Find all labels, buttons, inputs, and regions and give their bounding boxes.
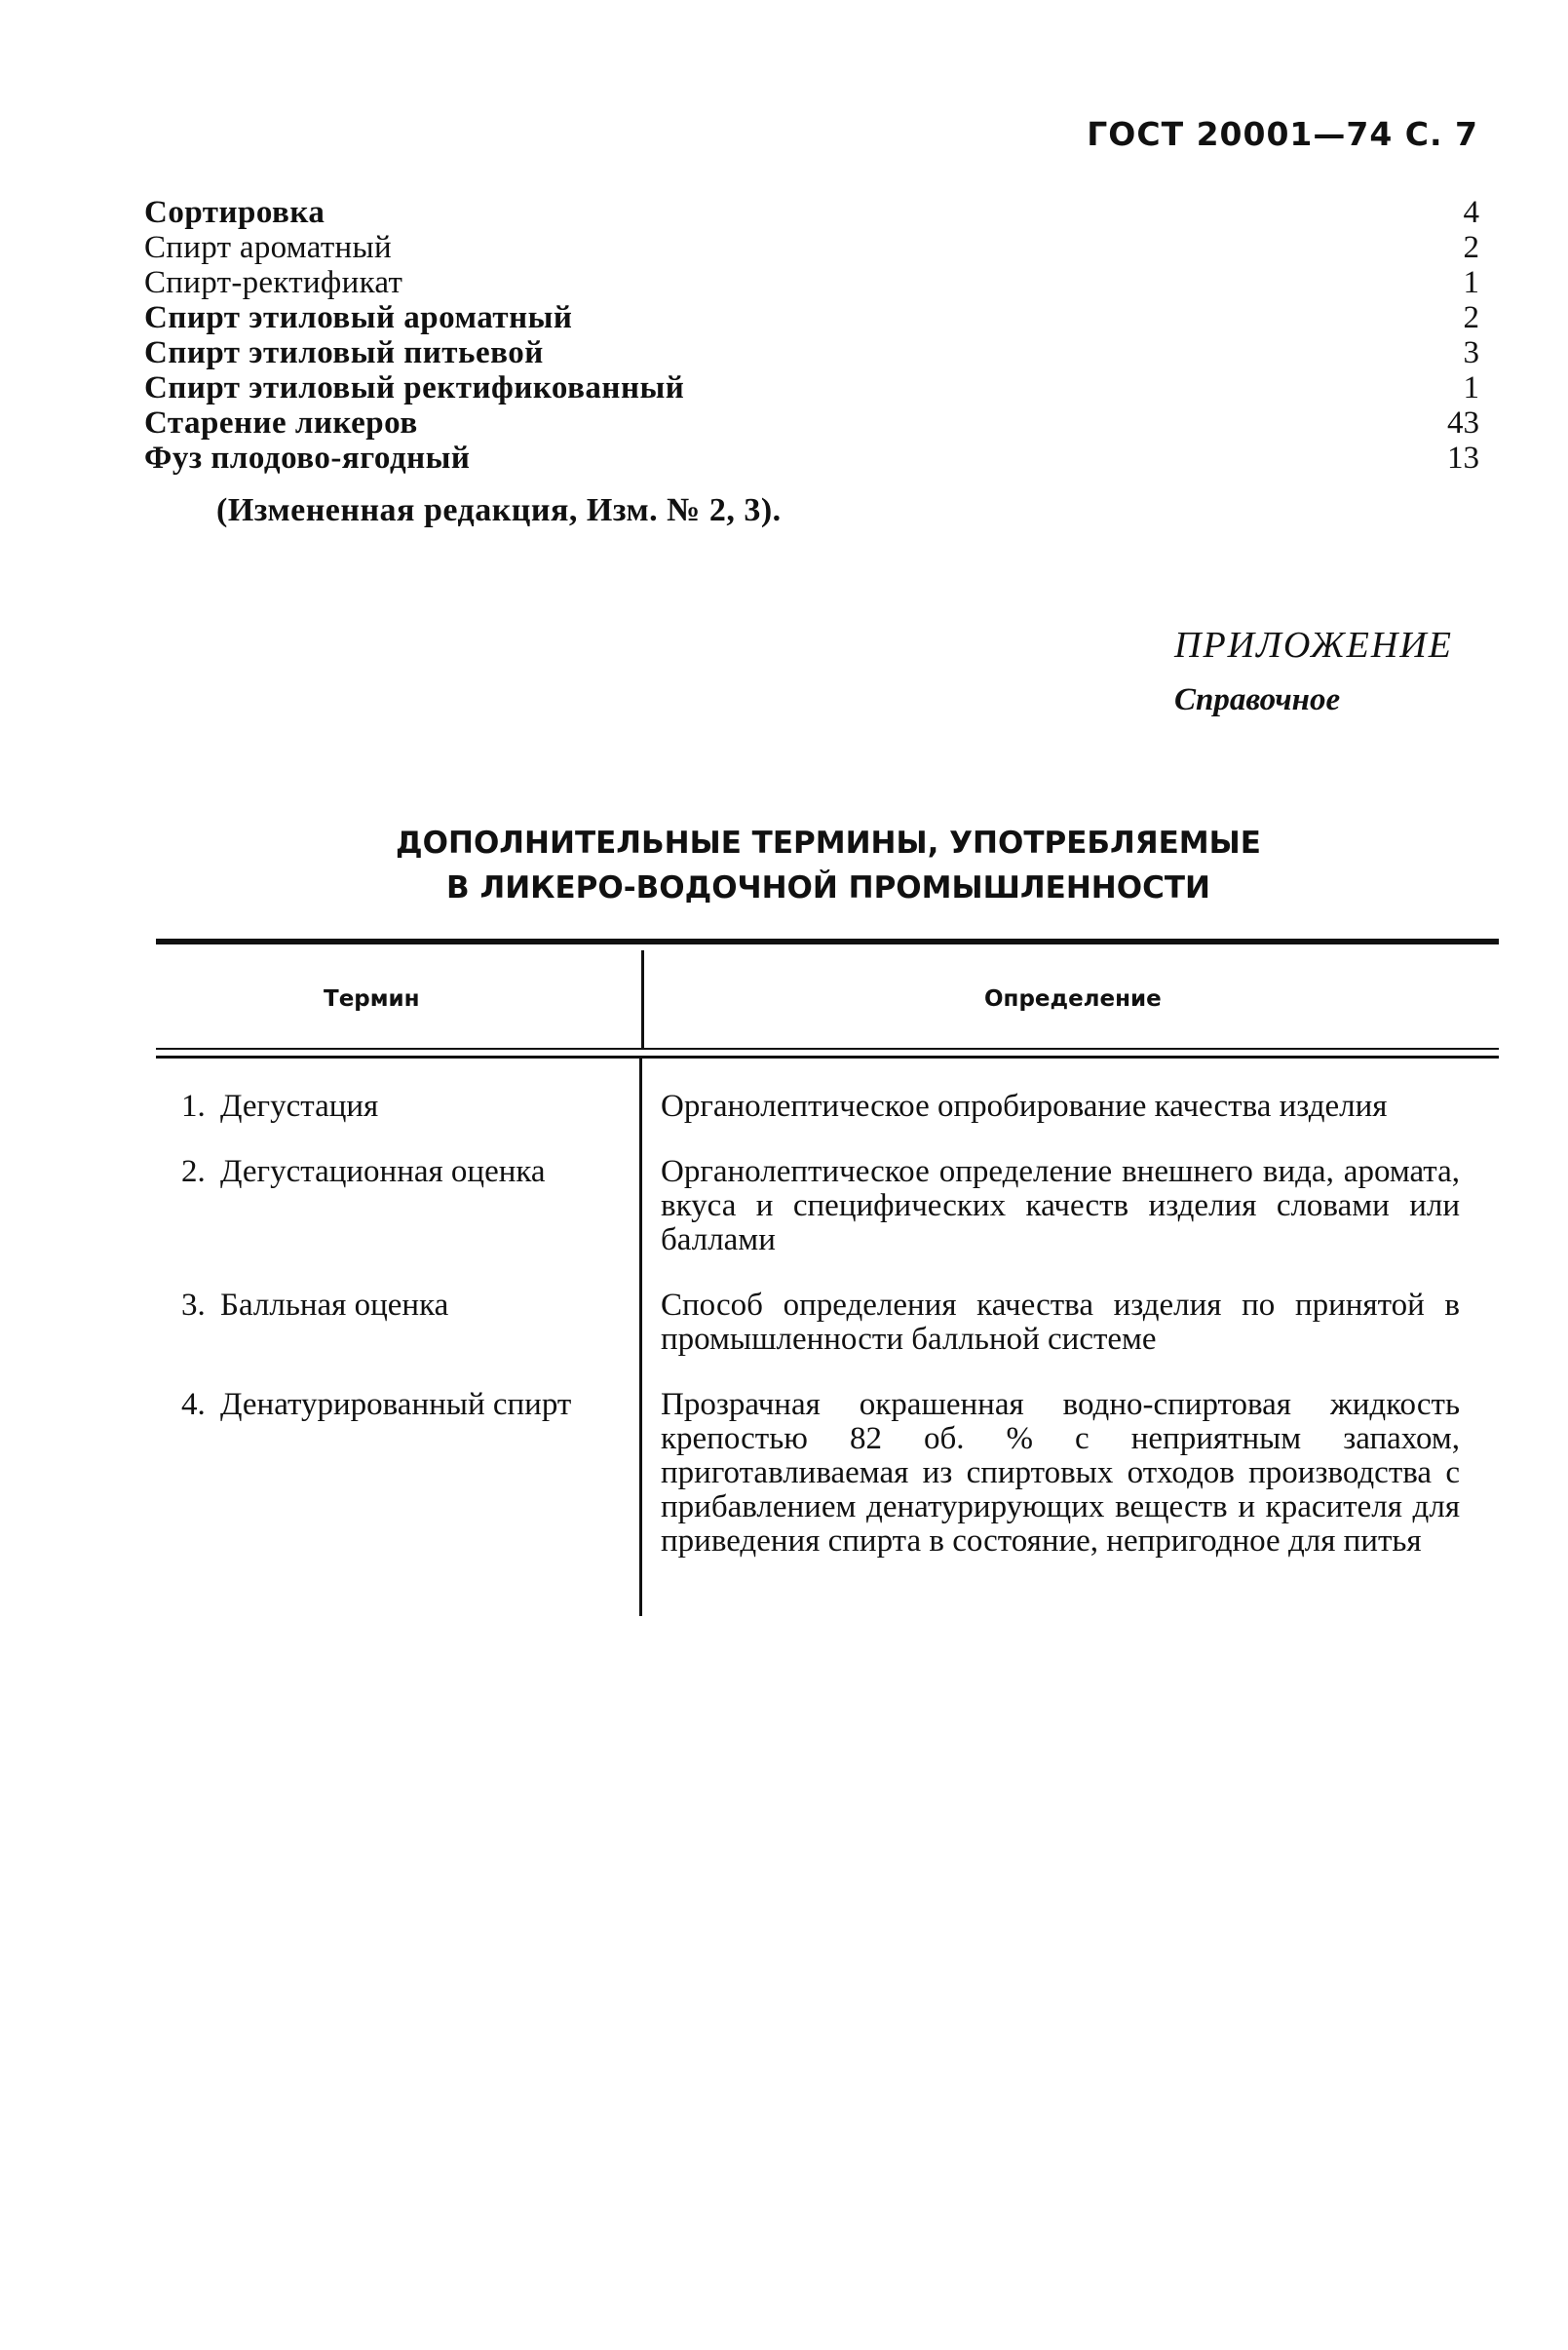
index-row — [144, 300, 1479, 335]
index-row — [144, 335, 1479, 370]
term-name: Денатурированный спирт — [220, 1387, 572, 1422]
term-number: 3. — [181, 1288, 206, 1323]
term-number: 1. — [181, 1089, 206, 1124]
table-row — [156, 1155, 1499, 1257]
table-row — [156, 1090, 1499, 1124]
index-term: Сортировка — [144, 195, 325, 230]
term-cell — [156, 1289, 604, 1357]
index-page: 4 — [1463, 195, 1479, 230]
appendix-label: ПРИЛОЖЕНИЕ — [1174, 625, 1453, 666]
table-top-rule — [156, 939, 1499, 944]
definition-cell: Способ определения качества изделия по принятой в промышленности балльной системе — [661, 1288, 1460, 1357]
index-page: 1 — [1463, 370, 1479, 405]
term-cell — [156, 1155, 604, 1257]
term-name: Дегустация — [220, 1089, 379, 1124]
index-page: 1 — [1463, 265, 1479, 300]
terms-table-body — [156, 1090, 1499, 1590]
index-row — [144, 441, 1479, 476]
section-title — [156, 821, 1501, 910]
term-name: Балльная оценка — [220, 1288, 449, 1323]
index-row — [144, 265, 1479, 300]
index-term: Спирт этиловый питьевой — [144, 335, 544, 370]
index-row — [144, 405, 1479, 441]
term-number: 2. — [181, 1154, 206, 1189]
index-row — [144, 230, 1479, 265]
index-term: Спирт ароматный — [144, 230, 392, 265]
header-rule-thin — [156, 1048, 1499, 1050]
index-page: 2 — [1463, 300, 1479, 335]
index-row — [144, 370, 1479, 405]
index-term: Фуз плодово-ягодный — [144, 441, 471, 476]
index-term: Спирт этиловый ароматный — [144, 300, 573, 335]
index-term: Старение ликеров — [144, 405, 418, 441]
index-row — [144, 195, 1479, 230]
term-name: Дегустационная оценка — [220, 1154, 546, 1189]
index-page: 2 — [1463, 230, 1479, 265]
amendment-note: (Измененная редакция, Изм. № 2, 3). — [216, 492, 782, 528]
page-header: ГОСТ 20001—74 С. 7 — [1087, 115, 1478, 153]
header-rule-thick — [156, 1056, 1499, 1059]
term-number: 4. — [181, 1387, 206, 1422]
term-index-list — [144, 195, 1479, 476]
definition-cell: Органолептическое определение внешнего вида, аромата, вкуса и специфических качеств изделия словами или баллами — [661, 1154, 1460, 1257]
table-row — [156, 1289, 1499, 1357]
term-cell — [156, 1090, 604, 1124]
header-column-divider — [641, 950, 644, 1048]
definition-cell: Органолептическое опробирование качества изделия — [661, 1089, 1388, 1124]
index-page: 13 — [1447, 441, 1479, 476]
term-cell — [156, 1388, 604, 1559]
index-page: 3 — [1463, 335, 1479, 370]
definition-cell: Прозрачная окрашенная водно-спиртовая жидкость крепостью 82 об. % с неприятным запахом, приготавливаемая из спиртовых отходов производства с прибавлением денатурирующих веществ и красителя для приведения спирта в состояние, непригодное для питья — [661, 1387, 1460, 1559]
title-line-1: ДОПОЛНИТЕЛЬНЫЕ ТЕРМИНЫ, УПОТРЕБЛЯЕМЫЕ — [396, 826, 1261, 861]
title-line-2: В ЛИКЕРО-ВОДОЧНОЙ ПРОМЫШЛЕННОСТИ — [446, 870, 1210, 905]
column-header-definition: Определение — [984, 986, 1162, 1012]
table-row — [156, 1388, 1499, 1559]
index-term: Спирт-ректификат — [144, 265, 403, 300]
appendix-type: Справочное — [1174, 682, 1341, 717]
index-page: 43 — [1447, 405, 1479, 441]
index-term: Спирт этиловый ректификованный — [144, 370, 685, 405]
column-header-term: Термин — [324, 986, 420, 1012]
